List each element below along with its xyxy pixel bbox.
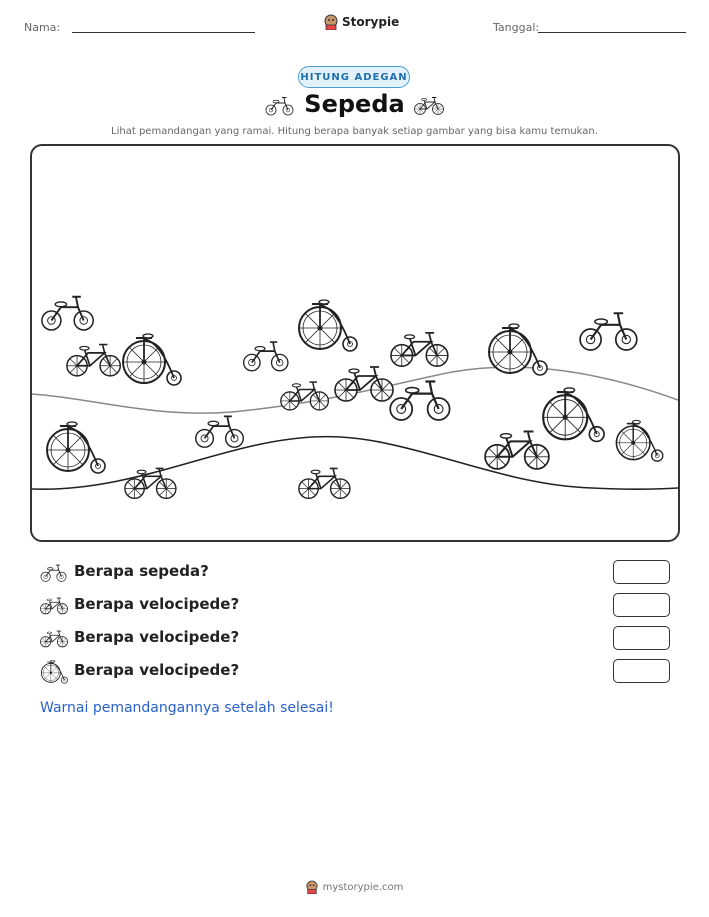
date-line[interactable] [538,32,686,33]
question-text: Berapa velocipede? [74,595,240,613]
storypie-logo-icon [324,14,338,30]
bike-bicycle-7 [299,468,350,498]
date-label: Tanggal: [493,21,540,34]
question-row [40,593,670,619]
bike-bicycle-4 [391,333,448,366]
footer-url[interactable]: mystorypie.com [322,881,404,893]
bike-penny-1 [123,334,181,385]
page-title: Sepeda [304,90,405,118]
brand-name: Storypie [342,15,400,29]
brand-logo [324,14,399,30]
question-text: Berapa velocipede? [74,661,240,679]
footer [0,880,709,894]
bike-balance-2 [244,342,288,371]
bike-penny-2 [299,300,357,351]
bike-balance-1 [42,297,93,330]
storypie-footer-icon [306,880,318,894]
answer-box[interactable] [613,626,670,650]
category-badge: HITUNG ADEGAN [298,66,410,88]
name-line[interactable] [72,32,255,33]
small-bicycle-icon [40,626,68,652]
bike-balance-5 [196,416,244,447]
bicycle-icon [40,593,68,619]
bike-bicycle-1 [67,345,120,376]
bike-penny-6 [616,420,662,461]
bike-bicycle-5 [485,432,549,469]
answer-box[interactable] [613,593,670,617]
title-bike-icon-right [414,93,444,119]
answer-box[interactable] [613,659,670,683]
name-label: Nama: [24,21,61,34]
bike-penny-5 [47,422,105,473]
instructions: Lihat pemandangan yang ramai. Hitung berapa banyak setiap gambar yang bisa kamu temukan. [111,126,598,137]
bike-balance-4 [580,313,637,350]
balance-bike-icon [40,560,68,586]
bike-penny-4 [543,388,604,442]
bike-penny-3 [489,324,547,375]
question-row [40,626,670,652]
question-text: Berapa velocipede? [74,628,240,646]
bike-bicycle-3 [335,367,393,401]
answer-box[interactable] [613,560,670,584]
bike-bicycle-2 [281,382,329,410]
bike-balance-3 [390,382,449,421]
penny-farthing-icon [40,659,68,685]
coloring-note: Warnai pemandangannya setelah selesai! [40,700,334,716]
question-row [40,560,670,586]
question-row [40,659,670,685]
counting-scene [30,144,680,542]
question-text: Berapa sepeda? [74,562,209,580]
